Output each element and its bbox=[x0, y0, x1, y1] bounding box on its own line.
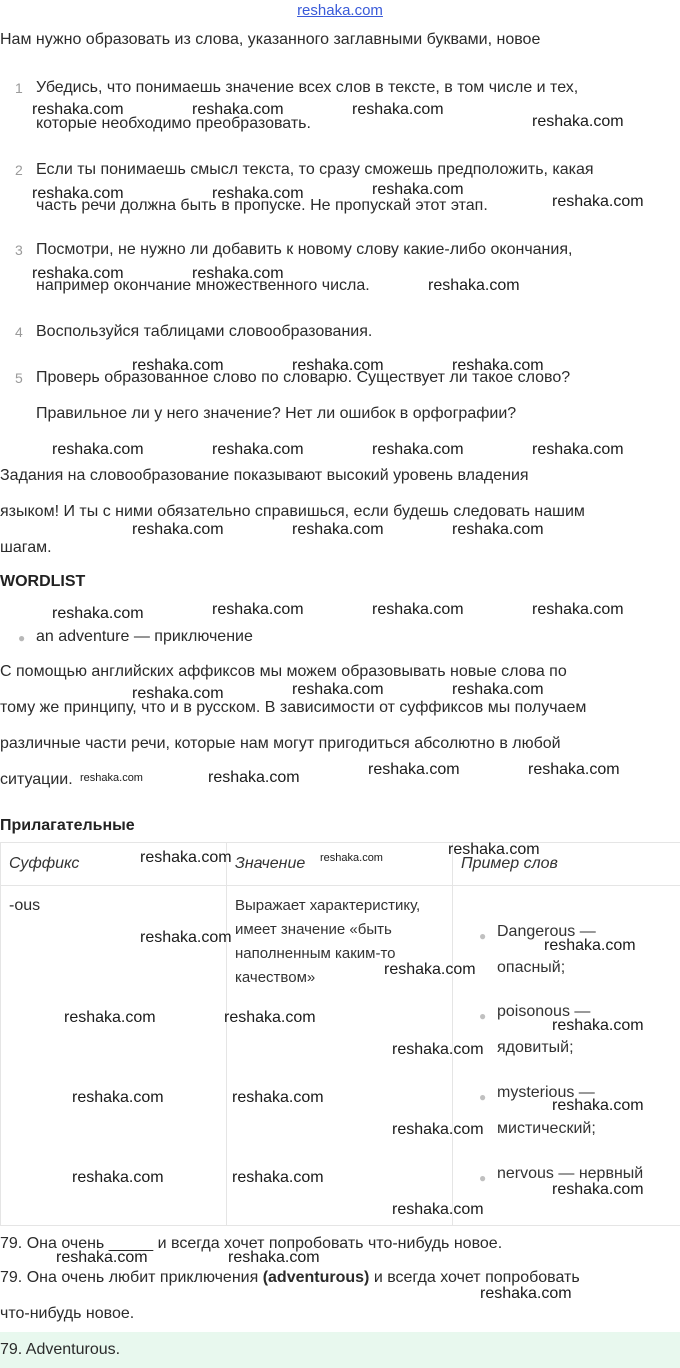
watermark: reshaka.com bbox=[140, 849, 232, 866]
affixes-line: тому же принципу, что и в русском. В зависимости от суффиксов мы получаем bbox=[0, 699, 587, 716]
step-text: Воспользуйся таблицами словообразования. bbox=[36, 323, 373, 340]
watermark: reshaka.com bbox=[32, 101, 124, 118]
solution-before: 79. Она очень любит приключения bbox=[0, 1269, 263, 1286]
watermark: reshaka.com bbox=[132, 357, 224, 374]
watermark: reshaka.com bbox=[212, 441, 304, 458]
watermark: reshaka.com bbox=[372, 441, 464, 458]
watermark: reshaka.com bbox=[452, 521, 544, 538]
watermark: reshaka.com bbox=[552, 1181, 644, 1198]
watermark: reshaka.com bbox=[532, 601, 624, 618]
step-number: 3 bbox=[15, 242, 23, 258]
bullet-icon: ● bbox=[479, 1090, 487, 1104]
watermark: reshaka.com bbox=[532, 113, 624, 130]
summary-line: шагам. bbox=[0, 539, 52, 556]
watermark: reshaka.com bbox=[232, 1089, 324, 1106]
step-text: Если ты понимаешь смысл текста, то сразу сможешь предположить, какая bbox=[36, 161, 594, 178]
watermark: reshaka.com bbox=[372, 601, 464, 618]
watermark: reshaka.com bbox=[212, 601, 304, 618]
example-word: Dangerous — bbox=[497, 923, 596, 940]
watermark: reshaka.com bbox=[428, 277, 520, 294]
watermark: reshaka.com bbox=[80, 772, 143, 784]
bullet-icon: ● bbox=[479, 1009, 487, 1023]
step-text: Убедись, что понимаешь значение всех слов в тексте, в том числе и тех, bbox=[36, 79, 579, 96]
summary-line: Задания на словообразование показывают высокий уровень владения bbox=[0, 467, 529, 484]
example-translation: мистический; bbox=[497, 1120, 596, 1137]
task-solution-line2: что-нибудь новое. bbox=[0, 1305, 135, 1322]
watermark: reshaka.com bbox=[192, 265, 284, 282]
bullet-icon: ● bbox=[18, 631, 26, 645]
step-number: 5 bbox=[15, 370, 23, 386]
step-text: Проверь образованное слово по словарю. Существует ли такое слово? bbox=[36, 369, 571, 386]
bullet-icon: ● bbox=[479, 1171, 487, 1185]
watermark: reshaka.com bbox=[552, 1097, 644, 1114]
watermark: reshaka.com bbox=[64, 1009, 156, 1026]
solution-after: и всегда хочет попробовать bbox=[369, 1269, 580, 1286]
adjectives-heading: Прилагательные bbox=[0, 817, 135, 834]
watermark: reshaka.com bbox=[32, 185, 124, 202]
watermark: reshaka.com bbox=[132, 685, 224, 702]
watermark: reshaka.com bbox=[52, 605, 144, 622]
site-header-link[interactable]: reshaka.com bbox=[297, 2, 383, 19]
header-examples: Пример слов bbox=[453, 843, 680, 886]
watermark: reshaka.com bbox=[140, 929, 232, 946]
step-number: 1 bbox=[15, 80, 23, 96]
watermark: reshaka.com bbox=[480, 1285, 572, 1302]
watermark: reshaka.com bbox=[372, 181, 464, 198]
watermark: reshaka.com bbox=[552, 1017, 644, 1034]
intro-text: Нам нужно образовать из слова, указанного заглавными буквами, новое bbox=[0, 31, 541, 48]
example-word: nervous — нервный bbox=[497, 1165, 644, 1182]
example-translation: ядовитый; bbox=[497, 1039, 574, 1056]
watermark: reshaka.com bbox=[232, 1169, 324, 1186]
watermark: reshaka.com bbox=[192, 101, 284, 118]
step-text: которые необходимо преобразовать. bbox=[36, 115, 311, 132]
cell-meaning: Выражает характеристику, имеет значение «быть наполненным каким-то качеством» bbox=[227, 886, 453, 1226]
watermark: reshaka.com bbox=[72, 1169, 164, 1186]
watermark: reshaka.com bbox=[320, 852, 383, 864]
watermark: reshaka.com bbox=[392, 1121, 484, 1138]
watermark: reshaka.com bbox=[132, 521, 224, 538]
step-number: 2 bbox=[15, 162, 23, 178]
watermark: reshaka.com bbox=[392, 1041, 484, 1058]
example-translation: опасный; bbox=[497, 959, 566, 976]
watermark: reshaka.com bbox=[448, 841, 540, 858]
wordlist-item: an adventure — приключение bbox=[36, 628, 253, 645]
watermark: reshaka.com bbox=[352, 101, 444, 118]
task-question: 79. Она очень _____ и всегда хочет попробовать что-нибудь новое. bbox=[0, 1235, 503, 1252]
watermark: reshaka.com bbox=[552, 193, 644, 210]
watermark: reshaka.com bbox=[384, 961, 476, 978]
watermark: reshaka.com bbox=[292, 357, 384, 374]
answer-text: 79. Adventurous. bbox=[0, 1341, 121, 1358]
step-text: например окончание множественного числа. bbox=[36, 277, 370, 294]
watermark: reshaka.com bbox=[452, 681, 544, 698]
solution-word: (adventurous) bbox=[262, 1269, 370, 1286]
watermark: reshaka.com bbox=[368, 761, 460, 778]
watermark: reshaka.com bbox=[528, 761, 620, 778]
watermark: reshaka.com bbox=[32, 265, 124, 282]
affixes-line: ситуации. bbox=[0, 771, 73, 788]
affixes-line: С помощью английских аффиксов мы можем образовывать новые слова по bbox=[0, 663, 567, 680]
example-word: poisonous — bbox=[497, 1003, 591, 1020]
watermark: reshaka.com bbox=[392, 1201, 484, 1218]
affixes-line: различные части речи, которые нам могут пригодиться абсолютно в любой bbox=[0, 735, 561, 752]
wordlist-heading: WORDLIST bbox=[0, 573, 86, 590]
watermark: reshaka.com bbox=[52, 441, 144, 458]
header-suffix: Суффикс bbox=[1, 843, 227, 886]
header-meaning: Значение bbox=[227, 843, 453, 886]
watermark: reshaka.com bbox=[224, 1009, 316, 1026]
step-text: часть речи должна быть в пропуске. Не пропускай этот этап. bbox=[36, 197, 488, 214]
watermark: reshaka.com bbox=[544, 937, 636, 954]
step-text: Посмотри, не нужно ли добавить к новому слову какие-либо окончания, bbox=[36, 241, 573, 258]
watermark: reshaka.com bbox=[532, 441, 624, 458]
example-word: mysterious — bbox=[497, 1084, 595, 1101]
watermark: reshaka.com bbox=[56, 1249, 148, 1266]
summary-line: языком! И ты с ними обязательно справишься, если будешь следовать нашим bbox=[0, 503, 585, 520]
watermark: reshaka.com bbox=[292, 681, 384, 698]
step-text: Правильное ли у него значение? Нет ли ошибок в орфографии? bbox=[36, 405, 517, 422]
watermark: reshaka.com bbox=[208, 769, 300, 786]
watermark: reshaka.com bbox=[292, 521, 384, 538]
bullet-icon: ● bbox=[479, 929, 487, 943]
watermark: reshaka.com bbox=[452, 357, 544, 374]
watermark: reshaka.com bbox=[72, 1089, 164, 1106]
watermark: reshaka.com bbox=[228, 1249, 320, 1266]
step-number: 4 bbox=[15, 324, 23, 340]
watermark: reshaka.com bbox=[212, 185, 304, 202]
cell-suffix: -ous bbox=[1, 886, 227, 1226]
